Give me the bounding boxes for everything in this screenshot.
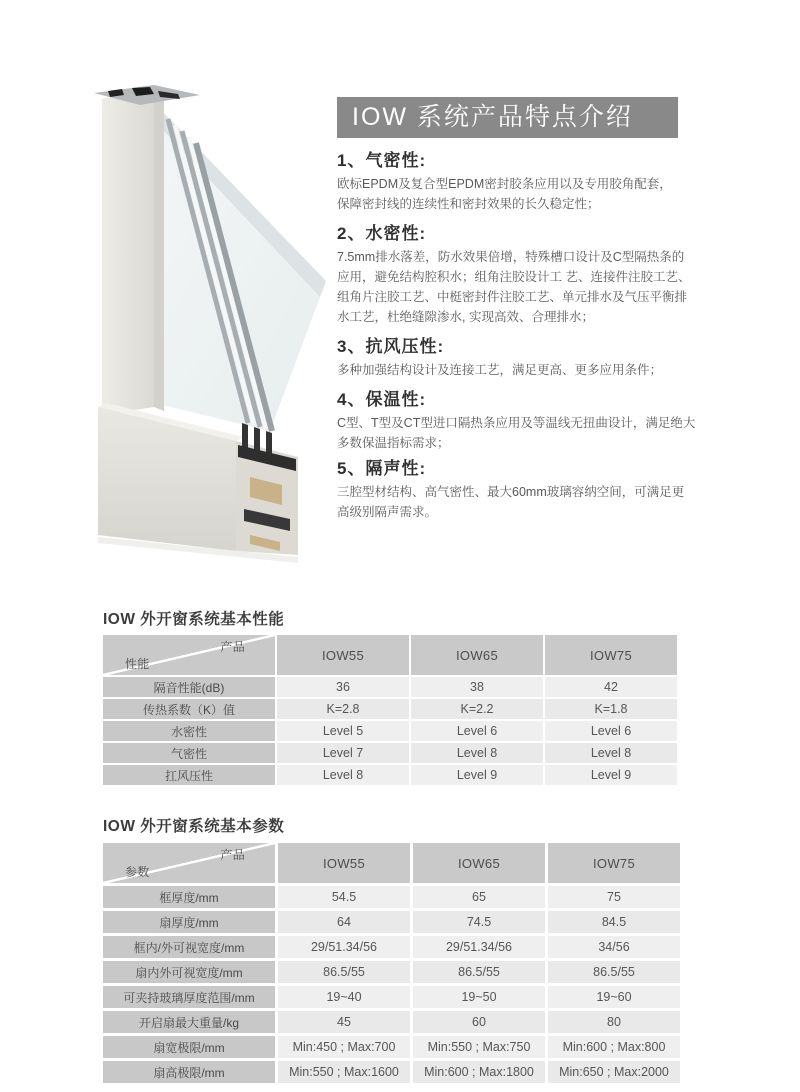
corner-label-bottom: 性能: [125, 657, 150, 671]
corner-label-top: 产品: [220, 848, 245, 862]
feature-body: [337, 360, 678, 380]
table-cell: 29/51.34/56: [278, 936, 410, 958]
table-corner-cell: [103, 635, 275, 675]
window-corner-sample-illustration: [58, 85, 335, 600]
feature-text-line: 保障密封线的连续性和密封效果的长久稳定性；: [337, 197, 600, 211]
feature-text-line: 高级别隔声需求。: [337, 505, 438, 519]
feature-section: [337, 151, 678, 214]
table-cell: Level 6: [545, 721, 677, 741]
feature-text-line: C型、T型及CT型进口隔热条应用及等温线无扭曲设计，满足绝大: [337, 416, 696, 430]
features-list: [337, 151, 696, 522]
row-label: 可夹持玻璃厚度范围/mm: [103, 986, 275, 1008]
feature-section: [337, 337, 678, 380]
table-cell: 75: [548, 886, 680, 908]
feature-text-line: 三腔型材结构、高气密性、最大60mm玻璃容纳空间，可满足更: [337, 485, 685, 499]
feature-body: [337, 413, 696, 453]
row-label: 扇高极限/mm: [103, 1061, 275, 1083]
row-label: 水密性: [103, 721, 275, 741]
table-cell: K=1.8: [545, 699, 677, 719]
feature-text-line: 7.5mm排水落差，防水效果倍增，特殊槽口设计及C型隔热条的: [337, 250, 685, 264]
row-label: 框厚度/mm: [103, 886, 275, 908]
table-cell: 86.5/55: [278, 961, 410, 983]
table-cell: 42: [545, 677, 677, 697]
triple-glass-panes: [154, 111, 326, 431]
table-cell: 36: [277, 677, 409, 697]
table-cell: 29/51.34/56: [413, 936, 545, 958]
feature-section: [337, 224, 691, 327]
feature-text-line: 应用，避免结构腔积水；组角注胶设计工 艺、连接件注胶工艺、: [337, 270, 691, 284]
column-header: IOW65: [411, 635, 543, 675]
table-cell: Level 9: [545, 765, 677, 785]
feature-heading: 4、保温性:: [337, 390, 427, 409]
row-label: 传热系数（K）值: [103, 699, 275, 719]
feature-section: [337, 459, 685, 522]
feature-body: [337, 174, 678, 214]
table-cell: 19~40: [278, 986, 410, 1008]
table-cell: Level 8: [277, 765, 409, 785]
table-cell: Min:450 ; Max:700: [278, 1036, 410, 1058]
feature-heading: 1、气密性:: [337, 151, 427, 170]
table-cell: Min:600 ; Max:800: [548, 1036, 680, 1058]
table-cell: Level 8: [411, 743, 543, 763]
parameters-table: [103, 843, 680, 1083]
column-header: IOW55: [278, 843, 410, 883]
table-cell: 45: [278, 1011, 410, 1033]
table-cell: Level 9: [411, 765, 543, 785]
table-cell: K=2.8: [277, 699, 409, 719]
table-cell: 19~60: [548, 986, 680, 1008]
feature-text-line: 组角片注胶工艺、中梃密封件注胶工艺、单元排水及气压平衡排: [337, 290, 688, 304]
table-cell: 38: [411, 677, 543, 697]
feature-text-line: 水工艺，杜绝缝隙渗水, 实现高效、合理排水；: [337, 310, 594, 324]
column-header: IOW55: [277, 635, 409, 675]
row-label: 扛风压性: [103, 765, 275, 785]
feature-text-line: 多数保温指标需求；: [337, 436, 450, 450]
column-header: IOW75: [548, 843, 680, 883]
table-cell: Min:600 ; Max:1800: [413, 1061, 545, 1083]
row-label: 扇宽极限/mm: [103, 1036, 275, 1058]
table-cell: Min:550 ; Max:750: [413, 1036, 545, 1058]
performance-table: [103, 635, 680, 785]
table-corner-cell: [103, 843, 275, 883]
table-cell: 64: [278, 911, 410, 933]
table-cell: Level 6: [411, 721, 543, 741]
feature-heading: 3、抗风压性:: [337, 337, 445, 356]
row-label: 扇内外可视宽度/mm: [103, 961, 275, 983]
table-cell: 74.5: [413, 911, 545, 933]
table-cell: 84.5: [548, 911, 680, 933]
table-cell: Level 7: [277, 743, 409, 763]
table-cell: 19~50: [413, 986, 545, 1008]
row-label: 框内/外可视宽度/mm: [103, 936, 275, 958]
table-cell: Level 5: [277, 721, 409, 741]
window-profile-photo: [58, 85, 335, 600]
row-label: 扇厚度/mm: [103, 911, 275, 933]
row-label: 气密性: [103, 743, 275, 763]
column-header: IOW75: [545, 635, 677, 675]
feature-heading: 2、水密性:: [337, 224, 427, 243]
feature-heading: 5、隔声性:: [337, 459, 427, 478]
table-cell: Level 8: [545, 743, 677, 763]
feature-text-line: 欧标EPDM及复合型EPDM密封胶条应用以及专用胶角配套，: [337, 177, 672, 191]
table-cell: Min:650 ; Max:2000: [548, 1061, 680, 1083]
parameters-table-title: IOW 外开窗系统基本参数: [103, 818, 285, 835]
table-cell: 60: [413, 1011, 545, 1033]
table-cell: 80: [548, 1011, 680, 1033]
feature-text-line: 多种加强结构设计及连接工艺，满足更高、更多应用条件；: [337, 363, 663, 377]
row-label: 开启扇最大重量/kg: [103, 1011, 275, 1033]
table-cell: 86.5/55: [548, 961, 680, 983]
table-cell: 65: [413, 886, 545, 908]
table-cell: 54.5: [278, 886, 410, 908]
table-cell: 86.5/55: [413, 961, 545, 983]
table-cell: Min:550 ; Max:1600: [278, 1061, 410, 1083]
feature-column: [337, 97, 696, 522]
feature-body: [337, 247, 691, 327]
table-cell: K=2.2: [411, 699, 543, 719]
feature-section: [337, 390, 696, 453]
corner-label-bottom: 参数: [125, 865, 150, 879]
feature-intro-bar: IOW 系统产品特点介绍: [337, 97, 678, 138]
frame-vertical-profile: [102, 91, 164, 415]
row-label: 隔音性能(dB): [103, 677, 275, 697]
performance-table-title: IOW 外开窗系统基本性能: [103, 611, 285, 628]
column-header: IOW65: [413, 843, 545, 883]
corner-label-top: 产品: [220, 640, 245, 654]
table-cell: 34/56: [548, 936, 680, 958]
feature-body: [337, 482, 685, 522]
